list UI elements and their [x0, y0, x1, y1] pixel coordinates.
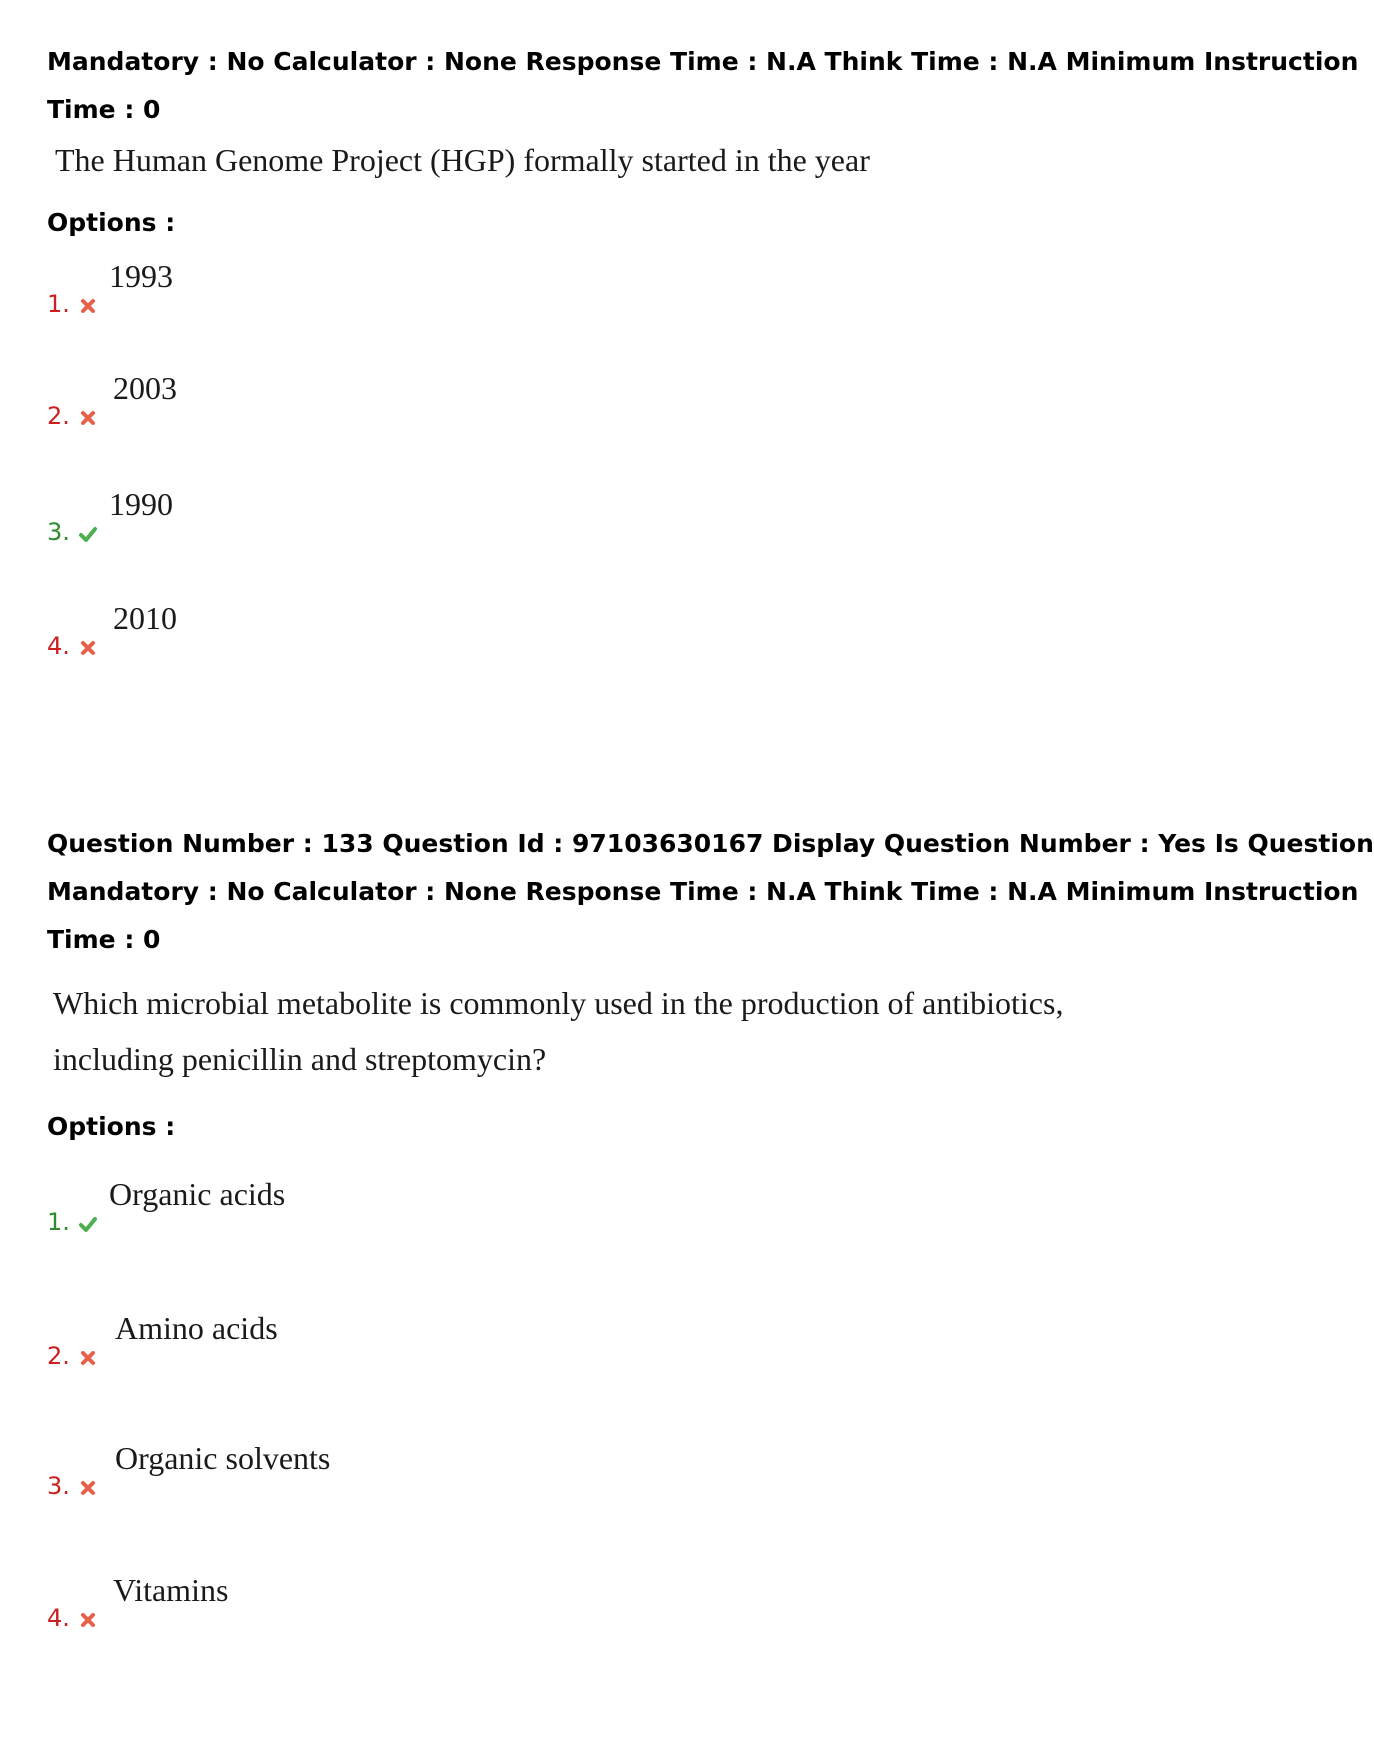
option-2 — [47, 1310, 647, 1370]
option-4 — [47, 1572, 647, 1632]
question-text-line: Which microbial metabolite is commonly used in the production of antibiotics, — [53, 985, 1064, 1021]
options-list-2 — [47, 0, 1374, 1700]
option-text: Amino acids — [115, 1310, 278, 1346]
question-meta-line: Time : 0 — [47, 925, 161, 954]
question-meta-line: Mandatory : No Calculator : None Response Time : N.A Think Time : N.A Minimum Instruction — [47, 47, 1359, 76]
option-number: 1. — [47, 1208, 70, 1236]
question-text-line: including penicillin and streptomycin? — [53, 1041, 547, 1077]
cross-icon — [78, 1610, 98, 1630]
check-icon — [78, 1214, 98, 1234]
option-number: 4. — [47, 1604, 70, 1632]
options-label-2: Options : — [47, 1112, 176, 1141]
option-number: 3. — [47, 518, 70, 546]
option-text: 2003 — [113, 370, 177, 406]
option-number: 2. — [47, 1342, 70, 1370]
option-text: 2010 — [113, 600, 177, 636]
question-meta-line: Mandatory : No Calculator : None Response Time : N.A Think Time : N.A Minimum Instruction — [47, 877, 1359, 906]
option-text: Organic acids — [109, 1176, 286, 1212]
option-text: 1993 — [109, 258, 173, 294]
option-number: 3. — [47, 1472, 70, 1500]
option-number: 4. — [47, 632, 70, 660]
option-1 — [47, 1176, 647, 1236]
question-text-line: The Human Genome Project (HGP) formally started in the year — [55, 142, 870, 178]
cross-icon — [78, 1478, 98, 1498]
options-label-1: Options : — [47, 208, 176, 237]
cross-icon — [78, 1348, 98, 1368]
option-number: 2. — [47, 402, 70, 430]
option-number: 1. — [47, 290, 70, 318]
question-meta-line: Question Number : 133 Question Id : 97103630167 Display Question Number : Yes Is Question — [47, 829, 1374, 858]
option-text: 1990 — [109, 486, 173, 522]
option-text: Vitamins — [113, 1572, 229, 1608]
option-text: Organic solvents — [115, 1440, 331, 1476]
option-3 — [47, 1440, 647, 1500]
question-meta-line: Time : 0 — [47, 95, 161, 124]
